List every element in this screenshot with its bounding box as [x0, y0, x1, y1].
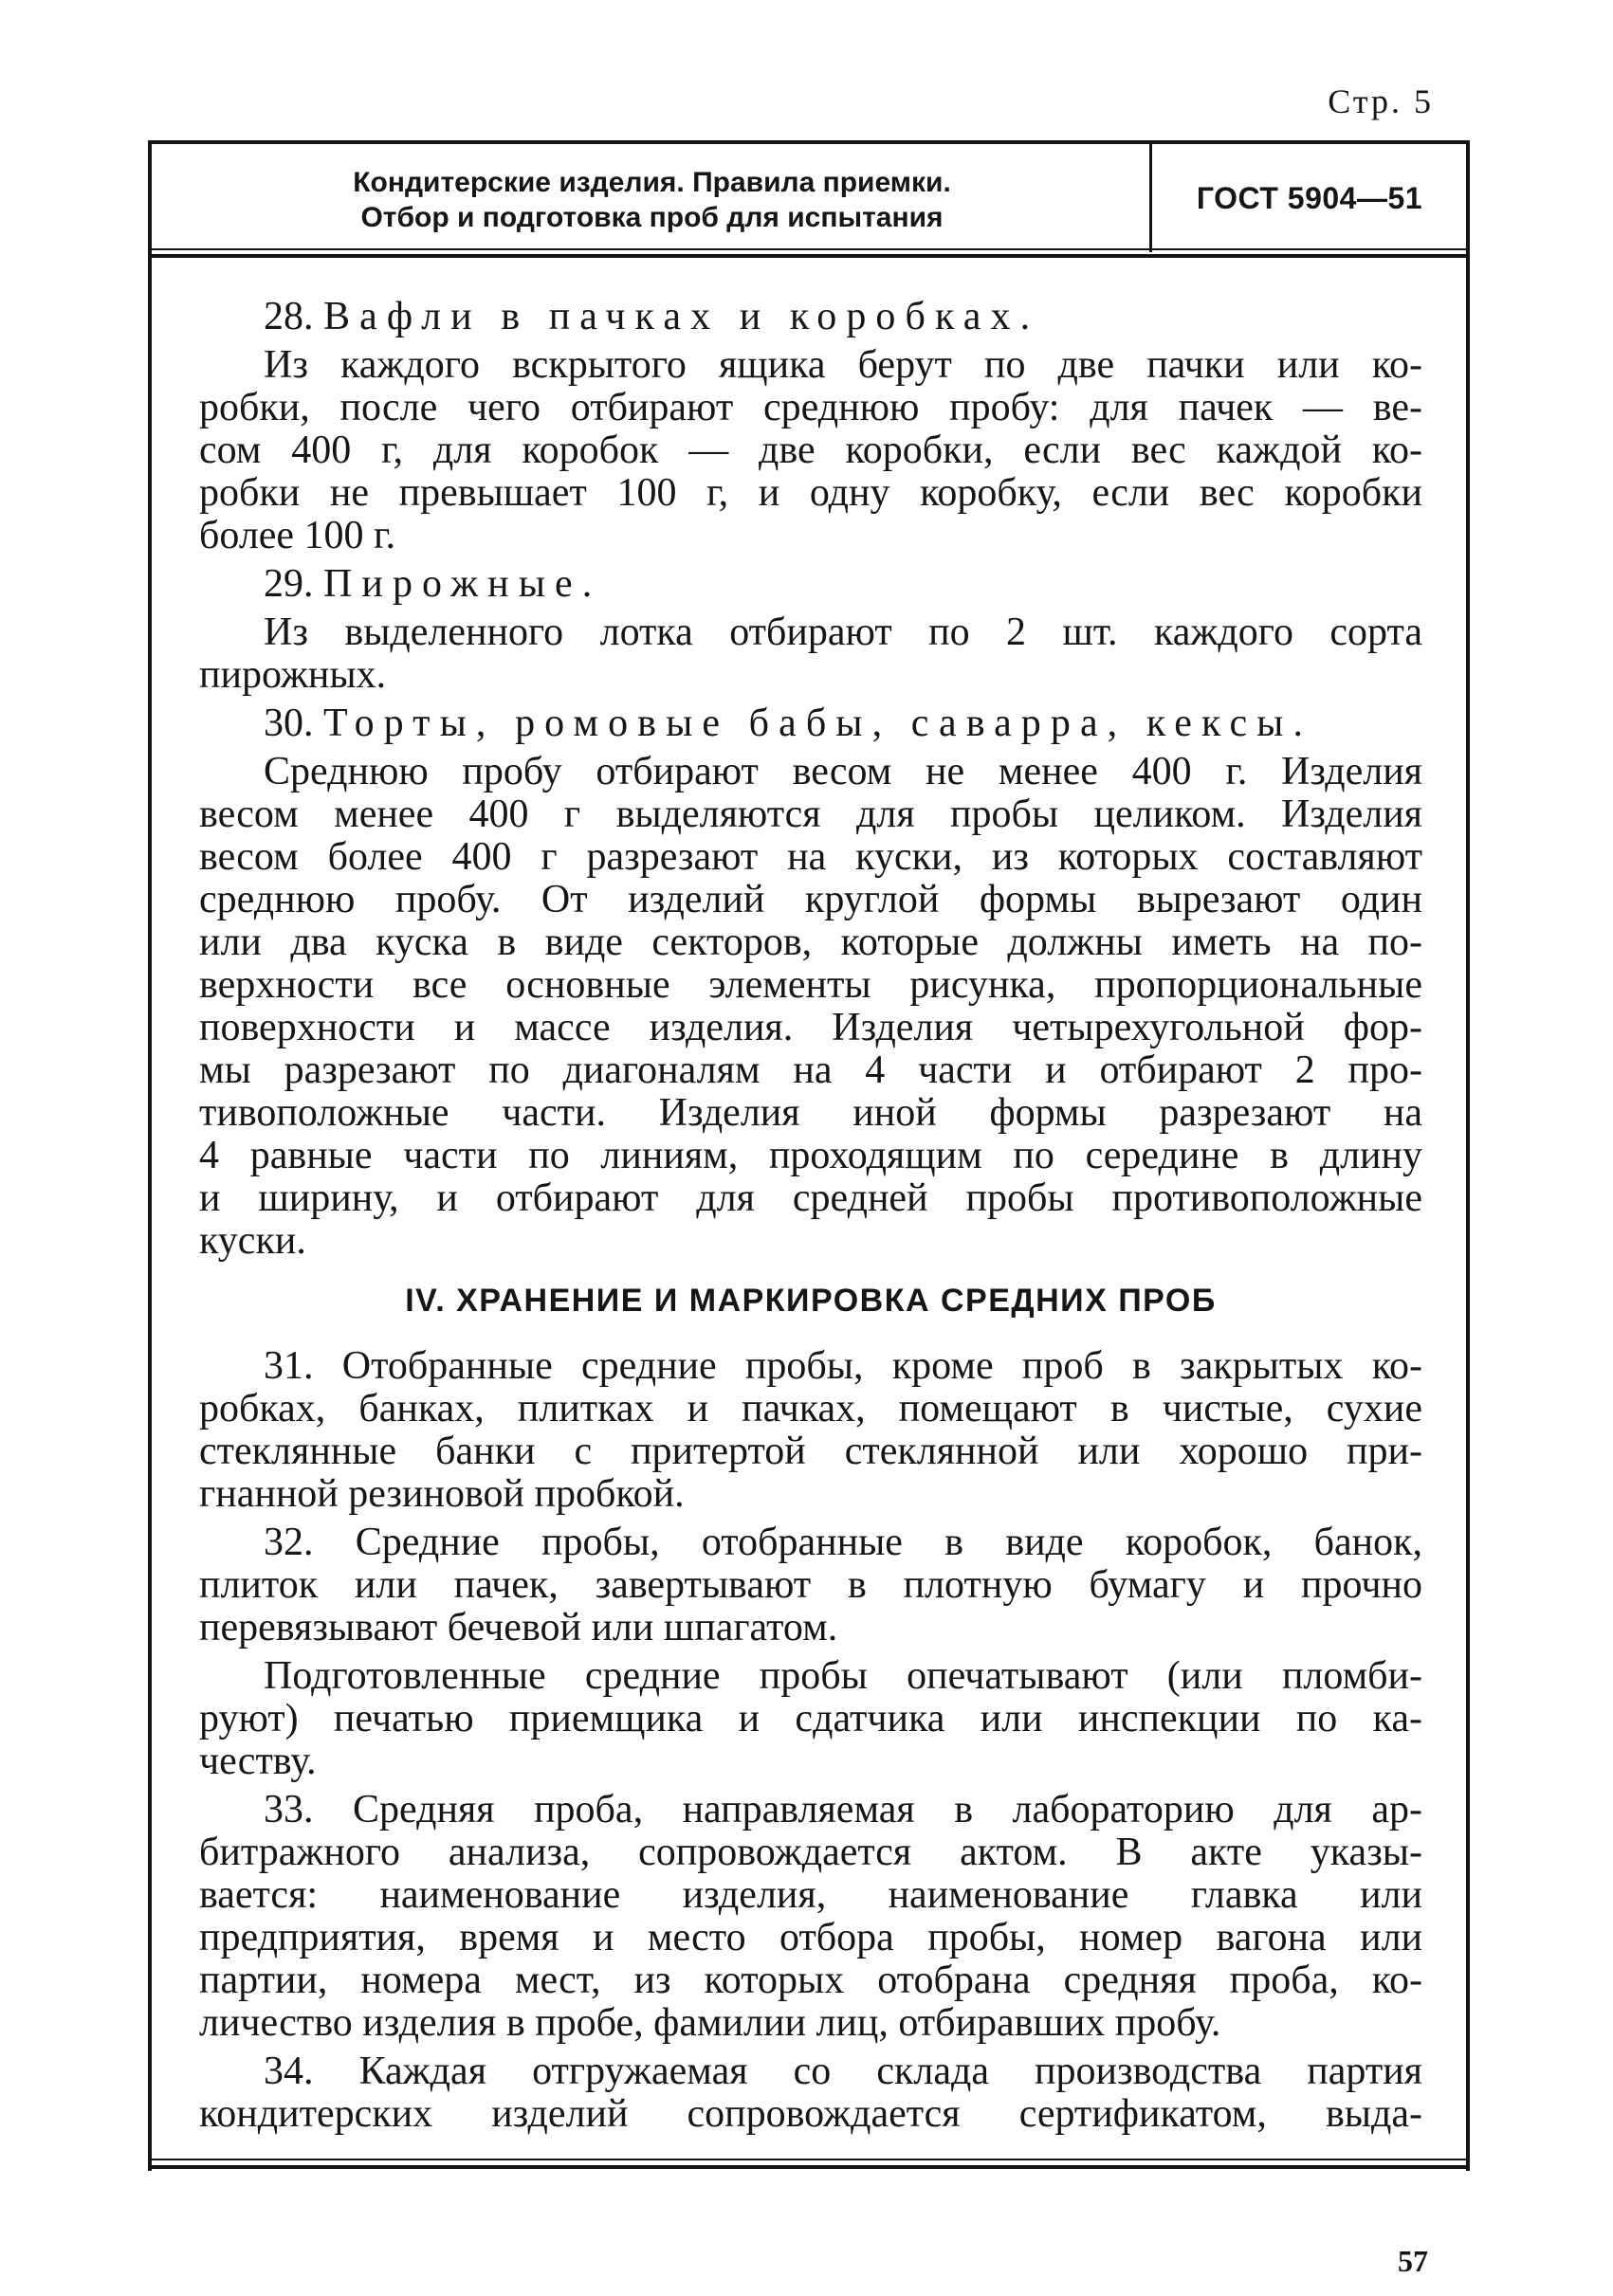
text-line: мы разрезают по диагоналям на 4 части и отбирают 2 про-: [199, 1048, 1422, 1092]
paragraph: [199, 1655, 1422, 1783]
text-line: вается: наименование изделия, наименование главка или: [199, 1873, 1422, 1917]
item-heading: [199, 702, 1422, 745]
text-line: и ширину, и отбирают для средней пробы противоположные: [199, 1176, 1422, 1220]
item-title: Торты, ромовые бабы, саварра, кексы.: [323, 702, 1313, 745]
item-heading: [199, 296, 1422, 338]
paragraph: [199, 344, 1422, 557]
body-text: [199, 296, 1422, 2136]
text-line: 34. Каждая отгружаемая со склада производства партия: [264, 2050, 1422, 2093]
standard-number-cell: [1153, 144, 1466, 248]
item-number: 30.: [264, 702, 314, 745]
text-line: весом менее 400 г выделяются для пробы целиком. Изделия: [199, 793, 1422, 836]
text-line: 31. Отобранные средние пробы, кроме проб в закрытых ко-: [264, 1344, 1422, 1388]
text-line: 32. Средние пробы, отобранные в виде коробок, банок,: [264, 1521, 1422, 1564]
paragraph: [199, 1345, 1422, 1516]
text-line: более 100 г.: [199, 514, 396, 557]
item-heading: [199, 563, 1422, 606]
text-line: робки, после чего отбирают среднюю пробу: для пачек — ве-: [199, 386, 1422, 429]
footer-thin-rule: [148, 2159, 1470, 2160]
paragraph: [199, 1789, 1422, 2045]
frame-left-rule: [148, 140, 152, 2171]
document-title-cell: [154, 144, 1150, 248]
paragraph: [199, 1522, 1422, 1649]
text-line: гнанной резиновой пробкой.: [199, 1472, 685, 1516]
text-line: среднюю пробу. От изделий круглой формы вырезают один: [199, 878, 1422, 921]
text-line: робках, банках, плитках и пачках, помещают в чистые, сухие: [199, 1387, 1422, 1430]
text-line: Среднюю пробу отбирают весом не менее 400 г. Изделия: [264, 750, 1422, 793]
text-line: партии, номера мест, из которых отобрана средняя проба, ко-: [199, 1959, 1422, 2002]
item-number: 28.: [264, 295, 314, 338]
text-line: куски.: [199, 1219, 306, 1263]
text-line: стеклянные банки с притертой стеклянной или хорошо при-: [199, 1430, 1422, 1473]
text-line: 33. Средняя проба, направляемая в лабораторию для ар-: [264, 1788, 1422, 1831]
text-line: верхности все основные элементы рисунка, пропорциональные: [199, 963, 1422, 1007]
section-heading: IV. ХРАНЕНИЕ И МАРКИРОВКА СРЕДНИХ ПРОБ: [405, 1283, 1217, 1319]
text-line: сом 400 г, для коробок — две коробки, если вес каждой ко-: [199, 428, 1422, 472]
text-line: робки не превышает 100 г, и одну коробку, если вес коробки: [199, 471, 1422, 515]
frame-right-rule: [1466, 140, 1470, 2171]
text-line: кондитерских изделий сопровождается сертификатом, выда-: [199, 2092, 1422, 2136]
text-line: Из выделенного лотка отбирают по 2 шт. каждого сорта: [264, 610, 1422, 654]
text-line: тивоположные части. Изделия иной формы разрезают на: [199, 1091, 1422, 1135]
page-label: Стр. 5: [1328, 82, 1434, 120]
text-line: пирожных.: [199, 653, 387, 697]
text-line: поверхности и массе изделия. Изделия четырехугольной фор-: [199, 1006, 1422, 1049]
item-title: Вафли в пачках и коробках.: [323, 295, 1040, 338]
header-bottom-thick-rule: [148, 254, 1470, 258]
document-title-line-1: Кондитерские изделия. Правила приемки.: [353, 167, 951, 198]
header-bottom-thin-rule: [148, 248, 1470, 250]
text-line: Из каждого вскрытого ящика берут по две пачки или ко-: [264, 343, 1422, 387]
standard-number: ГОСТ 5904—51: [1196, 180, 1423, 215]
item-title: Пирожные.: [323, 562, 602, 606]
text-line: личество изделия в пробе, фамилии лиц, отбиравших пробу.: [199, 2001, 1221, 2045]
text-line: перевязывают бечевой или шпагатом.: [199, 1606, 838, 1649]
text-line: руют) печатью приемщика и сдатчика или инспекции по ка-: [199, 1697, 1422, 1740]
page-number: 57: [1398, 2244, 1428, 2278]
paragraph: [199, 2050, 1422, 2136]
text-line: 4 равные части по линиям, проходящим по середине в длину: [199, 1134, 1422, 1177]
text-line: честву.: [199, 1740, 317, 1783]
item-number: 29.: [264, 562, 314, 606]
footer-thick-rule: [148, 2165, 1470, 2169]
text-line: битражного анализа, сопровождается актом. В акте указы-: [199, 1831, 1422, 1874]
text-line: предприятия, время и место отбора пробы, номер вагона или: [199, 1916, 1422, 1959]
text-line: плиток или пачек, завертывают в плотную бумагу и прочно: [199, 1563, 1422, 1607]
text-line: или два куска в виде секторов, которые должны иметь на по-: [199, 920, 1422, 964]
paragraph: [199, 611, 1422, 697]
paragraph: [199, 751, 1422, 1263]
text-line: весом более 400 г разрезают на куски, из которых составляют: [199, 835, 1422, 879]
text-line: Подготовленные средние пробы опечатывают (или пломби-: [264, 1654, 1422, 1698]
document-title-line-2: Отбор и подготовка проб для испытания: [360, 202, 944, 233]
